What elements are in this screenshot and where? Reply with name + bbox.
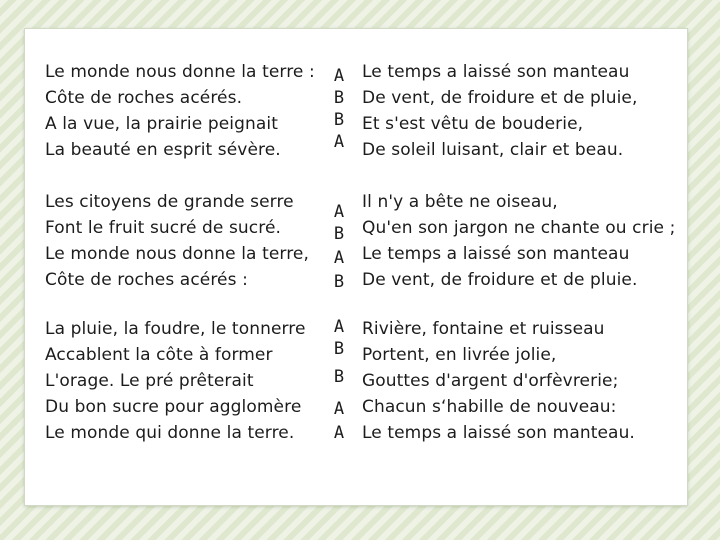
content-panel <box>24 28 688 506</box>
rhyme-letter: B <box>333 272 345 292</box>
left-verse-line: A la vue, la prairie peignait <box>45 114 278 134</box>
right-verse-line: Le temps a laissé son manteau. <box>362 423 635 443</box>
rhyme-letter: A <box>333 399 345 419</box>
left-verse-line: L'orage. Le pré prêterait <box>45 371 254 391</box>
right-verse-line: Il n'y a bête ne oiseau, <box>362 192 558 212</box>
rhyme-letter: A <box>333 248 345 268</box>
rhyme-letter: B <box>333 88 345 108</box>
right-verse-line: Gouttes d'argent d'orfèvrerie; <box>362 371 619 391</box>
left-verse-line: Du bon sucre pour agglomère <box>45 397 302 417</box>
rhyme-letter: A <box>333 423 345 443</box>
right-verse-line: De vent, de froidure et de pluie. <box>362 270 638 290</box>
left-verse-line: Le monde nous donne la terre : <box>45 62 315 82</box>
right-verse-line: De soleil luisant, clair et beau. <box>362 140 624 160</box>
rhyme-letter: A <box>333 132 345 152</box>
right-verse-line: De vent, de froidure et de pluie, <box>362 88 638 108</box>
left-verse-line: Les citoyens de grande serre <box>45 192 294 212</box>
left-verse-line: La beauté en esprit sévère. <box>45 140 281 160</box>
left-verse-line: Accablent la côte à former <box>45 345 273 365</box>
right-verse-line: Qu'en son jargon ne chante ou crie ; <box>362 218 676 238</box>
right-verse-line: Le temps a laissé son manteau <box>362 244 630 264</box>
rhyme-letter: A <box>333 66 345 86</box>
left-verse-line: Font le fruit sucré de sucré. <box>45 218 282 238</box>
rhyme-letter: A <box>333 202 345 222</box>
right-verse-line: Rivière, fontaine et ruisseau <box>362 319 605 339</box>
right-verse-line: Portent, en livrée jolie, <box>362 345 557 365</box>
rhyme-letter: B <box>333 224 345 244</box>
rhyme-letter: A <box>333 317 345 337</box>
left-verse-line: La pluie, la foudre, le tonnerre <box>45 319 306 339</box>
rhyme-letter: B <box>333 339 345 359</box>
right-verse-line: Chacun s‘habille de nouveau: <box>362 397 617 417</box>
left-verse-line: Côte de roches acérés : <box>45 270 248 290</box>
rhyme-letter: B <box>333 110 345 130</box>
left-verse-line: Le monde nous donne la terre, <box>45 244 309 264</box>
left-verse-line: Le monde qui donne la terre. <box>45 423 295 443</box>
rhyme-letter: B <box>333 367 345 387</box>
left-verse-line: Côte de roches acérés. <box>45 88 243 108</box>
right-verse-line: Et s'est vêtu de bouderie, <box>362 114 584 134</box>
right-verse-line: Le temps a laissé son manteau <box>362 62 630 82</box>
